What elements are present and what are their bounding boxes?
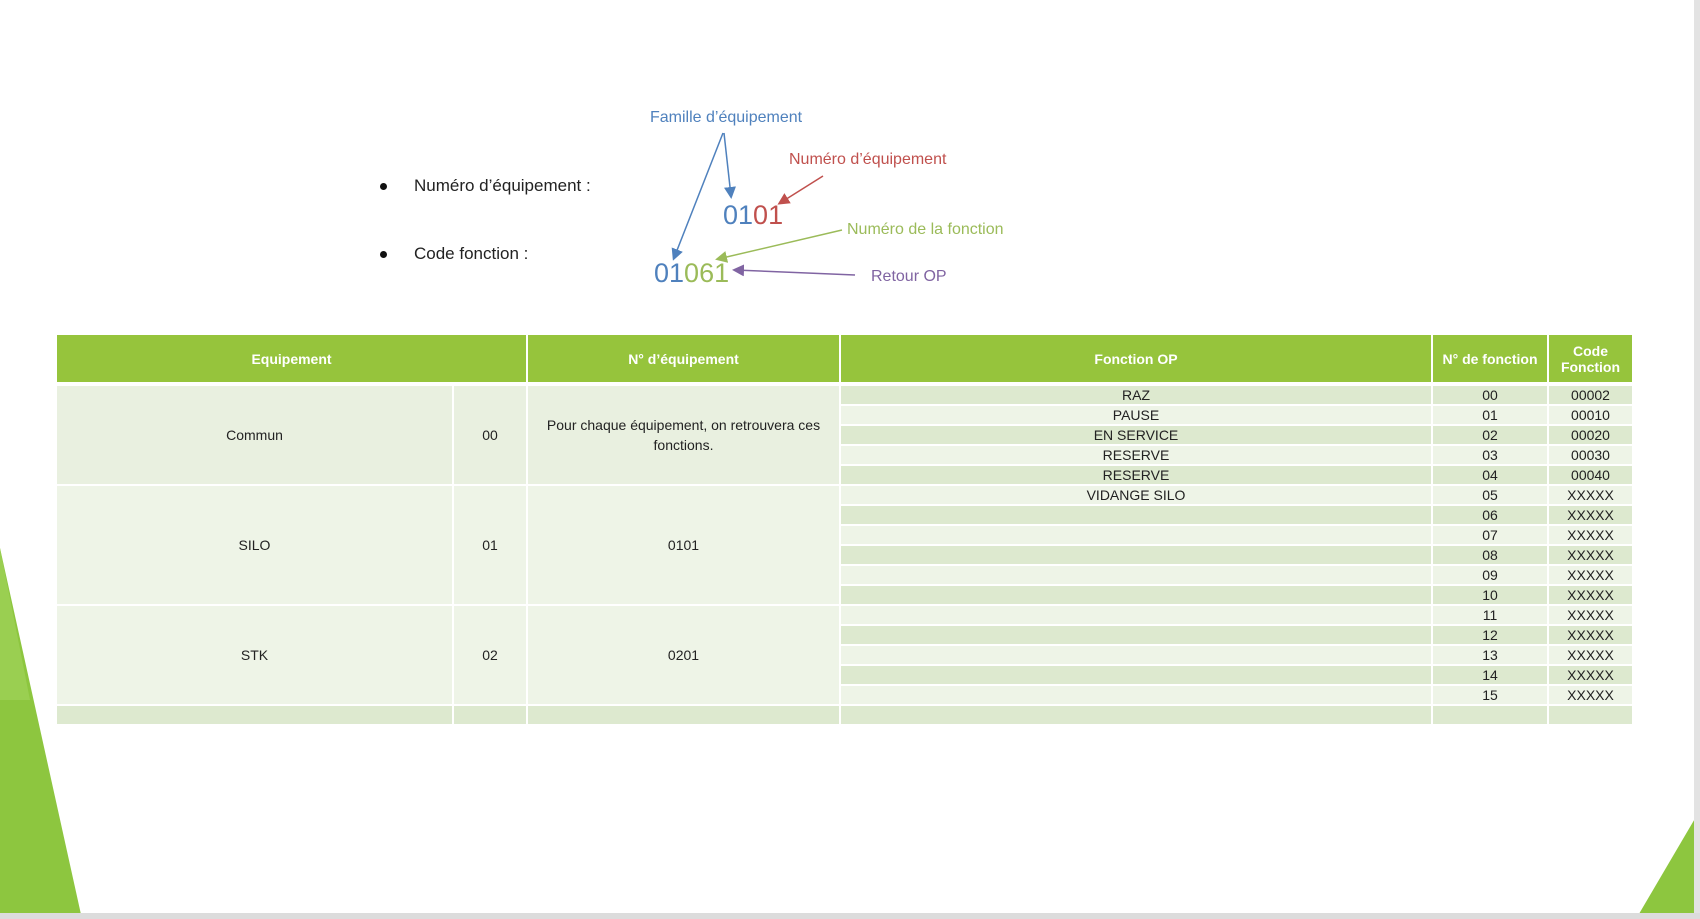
- label-numero-equipement: Numéro d’équipement: [789, 151, 947, 168]
- empty-cell: [454, 706, 526, 726]
- header-num-fonction: N° de fonction: [1433, 335, 1547, 386]
- code-family-digits: 01: [654, 258, 685, 288]
- cell-code-fonction: XXXXX: [1549, 626, 1632, 646]
- empty-cell: [841, 706, 1431, 726]
- empty-cell: [1549, 706, 1632, 726]
- cell-fonction: [841, 546, 1431, 566]
- function-code-table: [55, 335, 1634, 726]
- cell-code-fonction: 00020: [1549, 426, 1632, 446]
- cell-fonction: [841, 506, 1431, 526]
- cell-num-fonction: 02: [1433, 426, 1547, 446]
- cell-num-fonction: 06: [1433, 506, 1547, 526]
- header-equipement: Equipement: [57, 335, 526, 386]
- cell-code-fonction: 00002: [1549, 386, 1632, 406]
- cell-code-fonction: XXXXX: [1549, 526, 1632, 546]
- slide-shadow-bottom: [0, 913, 1700, 919]
- cell-code-fonction: XXXXX: [1549, 566, 1632, 586]
- group-name: STK: [57, 606, 452, 706]
- label-numero-fonction: Numéro de la fonction: [847, 221, 1004, 238]
- cell-code-fonction: 00010: [1549, 406, 1632, 426]
- cell-num-fonction: 03: [1433, 446, 1547, 466]
- function-code-example: [654, 258, 729, 289]
- empty-cell: [1433, 706, 1547, 726]
- cell-num-fonction: 08: [1433, 546, 1547, 566]
- arrow-numero-fonction: [718, 230, 842, 259]
- cell-code-fonction: XXXXX: [1549, 506, 1632, 526]
- cell-code-fonction: XXXXX: [1549, 646, 1632, 666]
- code-family-digits: 01: [723, 200, 754, 230]
- code-equipment-digits: 01: [753, 200, 784, 230]
- table-row: [57, 606, 1632, 626]
- slide-shadow-right: [1694, 0, 1700, 919]
- cell-fonction: [841, 606, 1431, 626]
- cell-fonction: [841, 646, 1431, 666]
- cell-num-fonction: 15: [1433, 686, 1547, 706]
- cell-fonction: RESERVE: [841, 446, 1431, 466]
- cell-fonction: RESERVE: [841, 466, 1431, 486]
- group-num-equipement: 0101: [528, 486, 839, 606]
- cell-num-fonction: 09: [1433, 566, 1547, 586]
- cell-code-fonction: XXXXX: [1549, 606, 1632, 626]
- arrow-retour-op: [735, 270, 855, 275]
- cell-code-fonction: XXXXX: [1549, 586, 1632, 606]
- cell-fonction: [841, 526, 1431, 546]
- code-function-digits: 06: [684, 258, 715, 288]
- cell-num-fonction: 10: [1433, 586, 1547, 606]
- equipment-code-example: [723, 200, 783, 231]
- cell-fonction: PAUSE: [841, 406, 1431, 426]
- cell-code-fonction: XXXXX: [1549, 486, 1632, 506]
- group-name: Commun: [57, 386, 452, 486]
- cell-fonction: RAZ: [841, 386, 1431, 406]
- cell-fonction: [841, 566, 1431, 586]
- group-name: SILO: [57, 486, 452, 606]
- empty-cell: [528, 706, 839, 726]
- table-row: [57, 486, 1632, 506]
- cell-fonction: [841, 666, 1431, 686]
- cell-fonction: VIDANGE SILO: [841, 486, 1431, 506]
- group-num-equipement: 0201: [528, 606, 839, 706]
- cell-num-fonction: 12: [1433, 626, 1547, 646]
- header-fonction-op: Fonction OP: [841, 335, 1431, 386]
- group-code: 00: [454, 386, 526, 486]
- arrow-famille-to-function: [674, 133, 723, 258]
- header-code-fonction: Code Fonction: [1549, 335, 1632, 386]
- cell-fonction: [841, 686, 1431, 706]
- bullet-text: Numéro d’équipement :: [414, 176, 591, 195]
- table-header-row: [57, 335, 1632, 386]
- arrow-numero-equipement: [780, 176, 823, 203]
- cell-code-fonction: 00040: [1549, 466, 1632, 486]
- cell-num-fonction: 14: [1433, 666, 1547, 686]
- cell-fonction: [841, 586, 1431, 606]
- cell-code-fonction: 00030: [1549, 446, 1632, 466]
- cell-num-fonction: 07: [1433, 526, 1547, 546]
- cell-code-fonction: XXXXX: [1549, 666, 1632, 686]
- group-code: 02: [454, 606, 526, 706]
- cell-num-fonction: 13: [1433, 646, 1547, 666]
- empty-cell: [57, 706, 452, 726]
- header-num-equipement: N° d’équipement: [528, 335, 839, 386]
- label-famille-equipement: Famille d’équipement: [650, 109, 803, 126]
- code-return-digit: 1: [714, 258, 730, 288]
- cell-fonction: [841, 626, 1431, 646]
- cell-num-fonction: 05: [1433, 486, 1547, 506]
- label-retour-op: Retour OP: [871, 268, 947, 285]
- group-num-equipement: Pour chaque équipement, on retrouvera ces fonctions.: [528, 386, 839, 486]
- table-row: [57, 386, 1632, 406]
- cell-fonction: EN SERVICE: [841, 426, 1431, 446]
- group-code: 01: [454, 486, 526, 606]
- cell-num-fonction: 00: [1433, 386, 1547, 406]
- arrow-famille-to-equipment: [724, 133, 731, 196]
- table-row-empty: [57, 706, 1632, 726]
- cell-num-fonction: 11: [1433, 606, 1547, 626]
- cell-num-fonction: 04: [1433, 466, 1547, 486]
- bullet-text: Code fonction :: [414, 244, 529, 263]
- cell-code-fonction: XXXXX: [1549, 546, 1632, 566]
- cell-code-fonction: XXXXX: [1549, 686, 1632, 706]
- cell-num-fonction: 01: [1433, 406, 1547, 426]
